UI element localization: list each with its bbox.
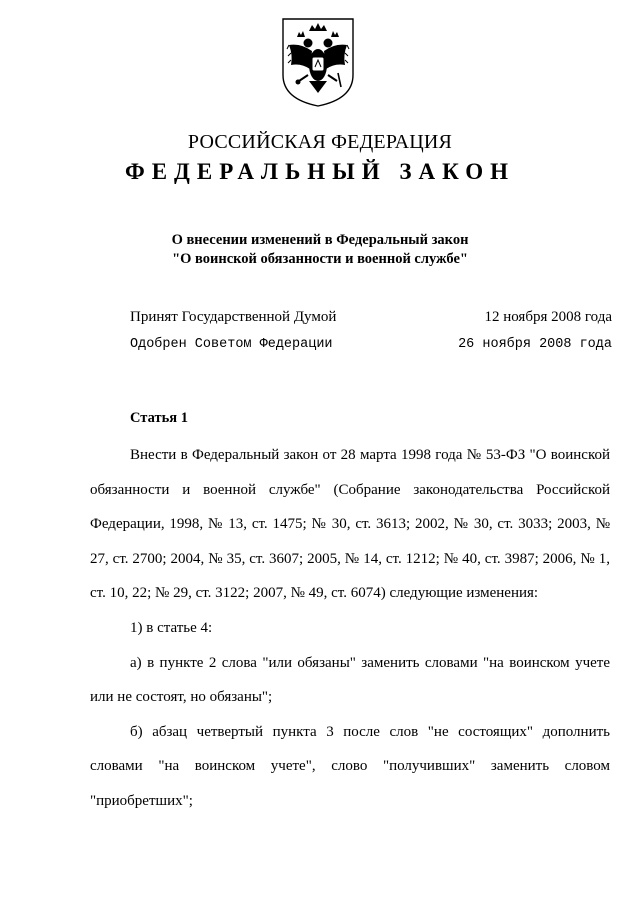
item-1: 1) в статье 4: [130,619,213,636]
law-subject [0,231,640,269]
coat-of-arms-emblem [279,15,357,109]
duma-label: Принят Государственной Думой [130,309,337,325]
council-label: Одобрен Советом Федерации [130,337,333,352]
adoption-duma-row [130,309,612,326]
article-intro-paragraph: Внести в Федеральный закон от 28 марта 1998 года № 53-ФЗ "О воинской обязанности и военной службе" (Собрание законодательства Российской Федерации, 1998, № 13, ст. 1475; № 30, ст. 3613; 2002, № 30, ст. 3033; 2003, № 27, ст. 2700; 2004, № 35, ст. 3607; 2005, № 14, ст. 1212; № 40, ст. 3987; 2006, № 1, ст. 10, 22; № 29, ст. 3122; 2007, № 49, ст. 6074) следующие изменения: [90,447,610,602]
article-heading: Статья 1 [130,410,188,426]
item-1b: б) абзац четвертый пункта 3 после слов "не состоящих" дополнить словами "на воинском учете", слово "получивших" заменить словом "приобретших"; [90,723,610,809]
duma-date: 12 ноября 2008 года [484,309,612,325]
adoption-council-row [130,337,612,352]
country-name: РОССИЙСКАЯ ФЕДЕРАЦИЯ [187,131,453,153]
council-date: 26 ноября 2008 года [458,337,612,352]
subject-line-2: "О воинской обязанности и военной службе" [172,251,468,267]
item-1a: а) в пункте 2 слова "или обязаны" заменить словами "на воинском учете или не состоят, но обязаны"; [90,654,610,706]
article-body [90,438,610,819]
document-type-title: ФЕДЕРАЛЬНЫЙ ЗАКОН [124,159,516,184]
subject-line-1: О внесении изменений в Федеральный закон [171,232,469,248]
